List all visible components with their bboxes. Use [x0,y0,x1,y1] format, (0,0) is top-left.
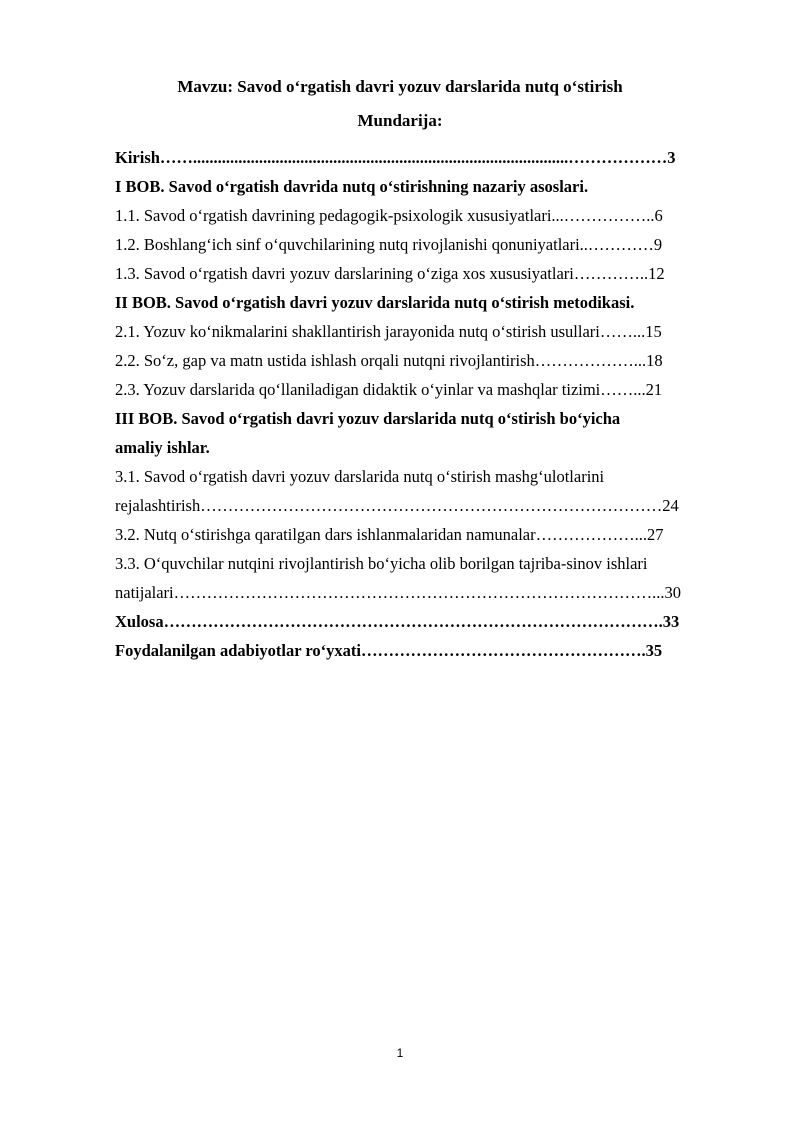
toc-entry-3-3-continued: natijalari……………………………………………………………………………...30 [115,583,682,602]
toc-chapter-1-heading: I BOB. Savod o‘rgatish davrida nutq o‘stirishning nazariy asoslari. [115,177,589,196]
toc-entry-1-1: 1.1. Savod o‘rgatish davrining pedagogik-psixologik xususiyatlari...……………..6 [115,206,663,225]
toc-entry-1-2: 1.2. Boshlang‘ich sinf o‘quvchilarining nutq rivojlanishi qonuniyatlari..…………9 [115,235,663,254]
toc-chapter-2-heading: II BOB. Savod o‘rgatish davri yozuv darslarida nutq o‘stirish metodikasi. [115,293,635,312]
toc-chapter-3-heading-continued: amaliy ishlar. [115,438,210,457]
toc-entry-conclusion: Xulosa……………………………………………………………………………….33 [115,612,680,631]
toc-entry-introduction: Kirish……...........................................................................................………………3 [115,148,676,167]
toc-entry-references: Foydalanilgan adabiyotlar ro‘yxati…………………………………………….35 [115,641,663,660]
table-of-contents [115,143,740,665]
toc-heading: Mundarija: [357,111,443,130]
document-title: Mavzu: Savod o‘rgatish davri yozuv darslarida nutq o‘stirish [177,77,623,96]
toc-entry-2-2: 2.2. So‘z, gap va matn ustida ishlash orqali nutqni rivojlantirish………………...18 [115,351,663,370]
toc-entry-3-1-continued: rejalashtirish…………………………………………………………………………24 [115,496,679,515]
toc-entry-3-2: 3.2. Nutq o‘stirishga qaratilgan dars ishlanmalaridan namunalar………………...27 [115,525,664,544]
page-number: 1 [396,1046,404,1060]
toc-entry-3-1: 3.1. Savod o‘rgatish davri yozuv darslarida nutq o‘stirish mashg‘ulotlarini [115,467,605,486]
toc-chapter-3-heading: III BOB. Savod o‘rgatish davri yozuv darslarida nutq o‘stirish bo‘yicha [115,409,621,428]
toc-entry-2-3: 2.3. Yozuv darslarida qo‘llaniladigan didaktik o‘yinlar va mashqlar tizimi……...21 [115,380,663,399]
toc-entry-3-3: 3.3. O‘quvchilar nutqini rivojlantirish bo‘yicha olib borilgan tajriba-sinov ishlari [115,554,648,573]
toc-entry-1-3: 1.3. Savod o‘rgatish davri yozuv darslarining o‘ziga xos xususiyatlari…………..12 [115,264,665,283]
toc-entry-2-1: 2.1. Yozuv ko‘nikmalarini shakllantirish jarayonida nutq o‘stirish usullari……...15 [115,322,662,341]
